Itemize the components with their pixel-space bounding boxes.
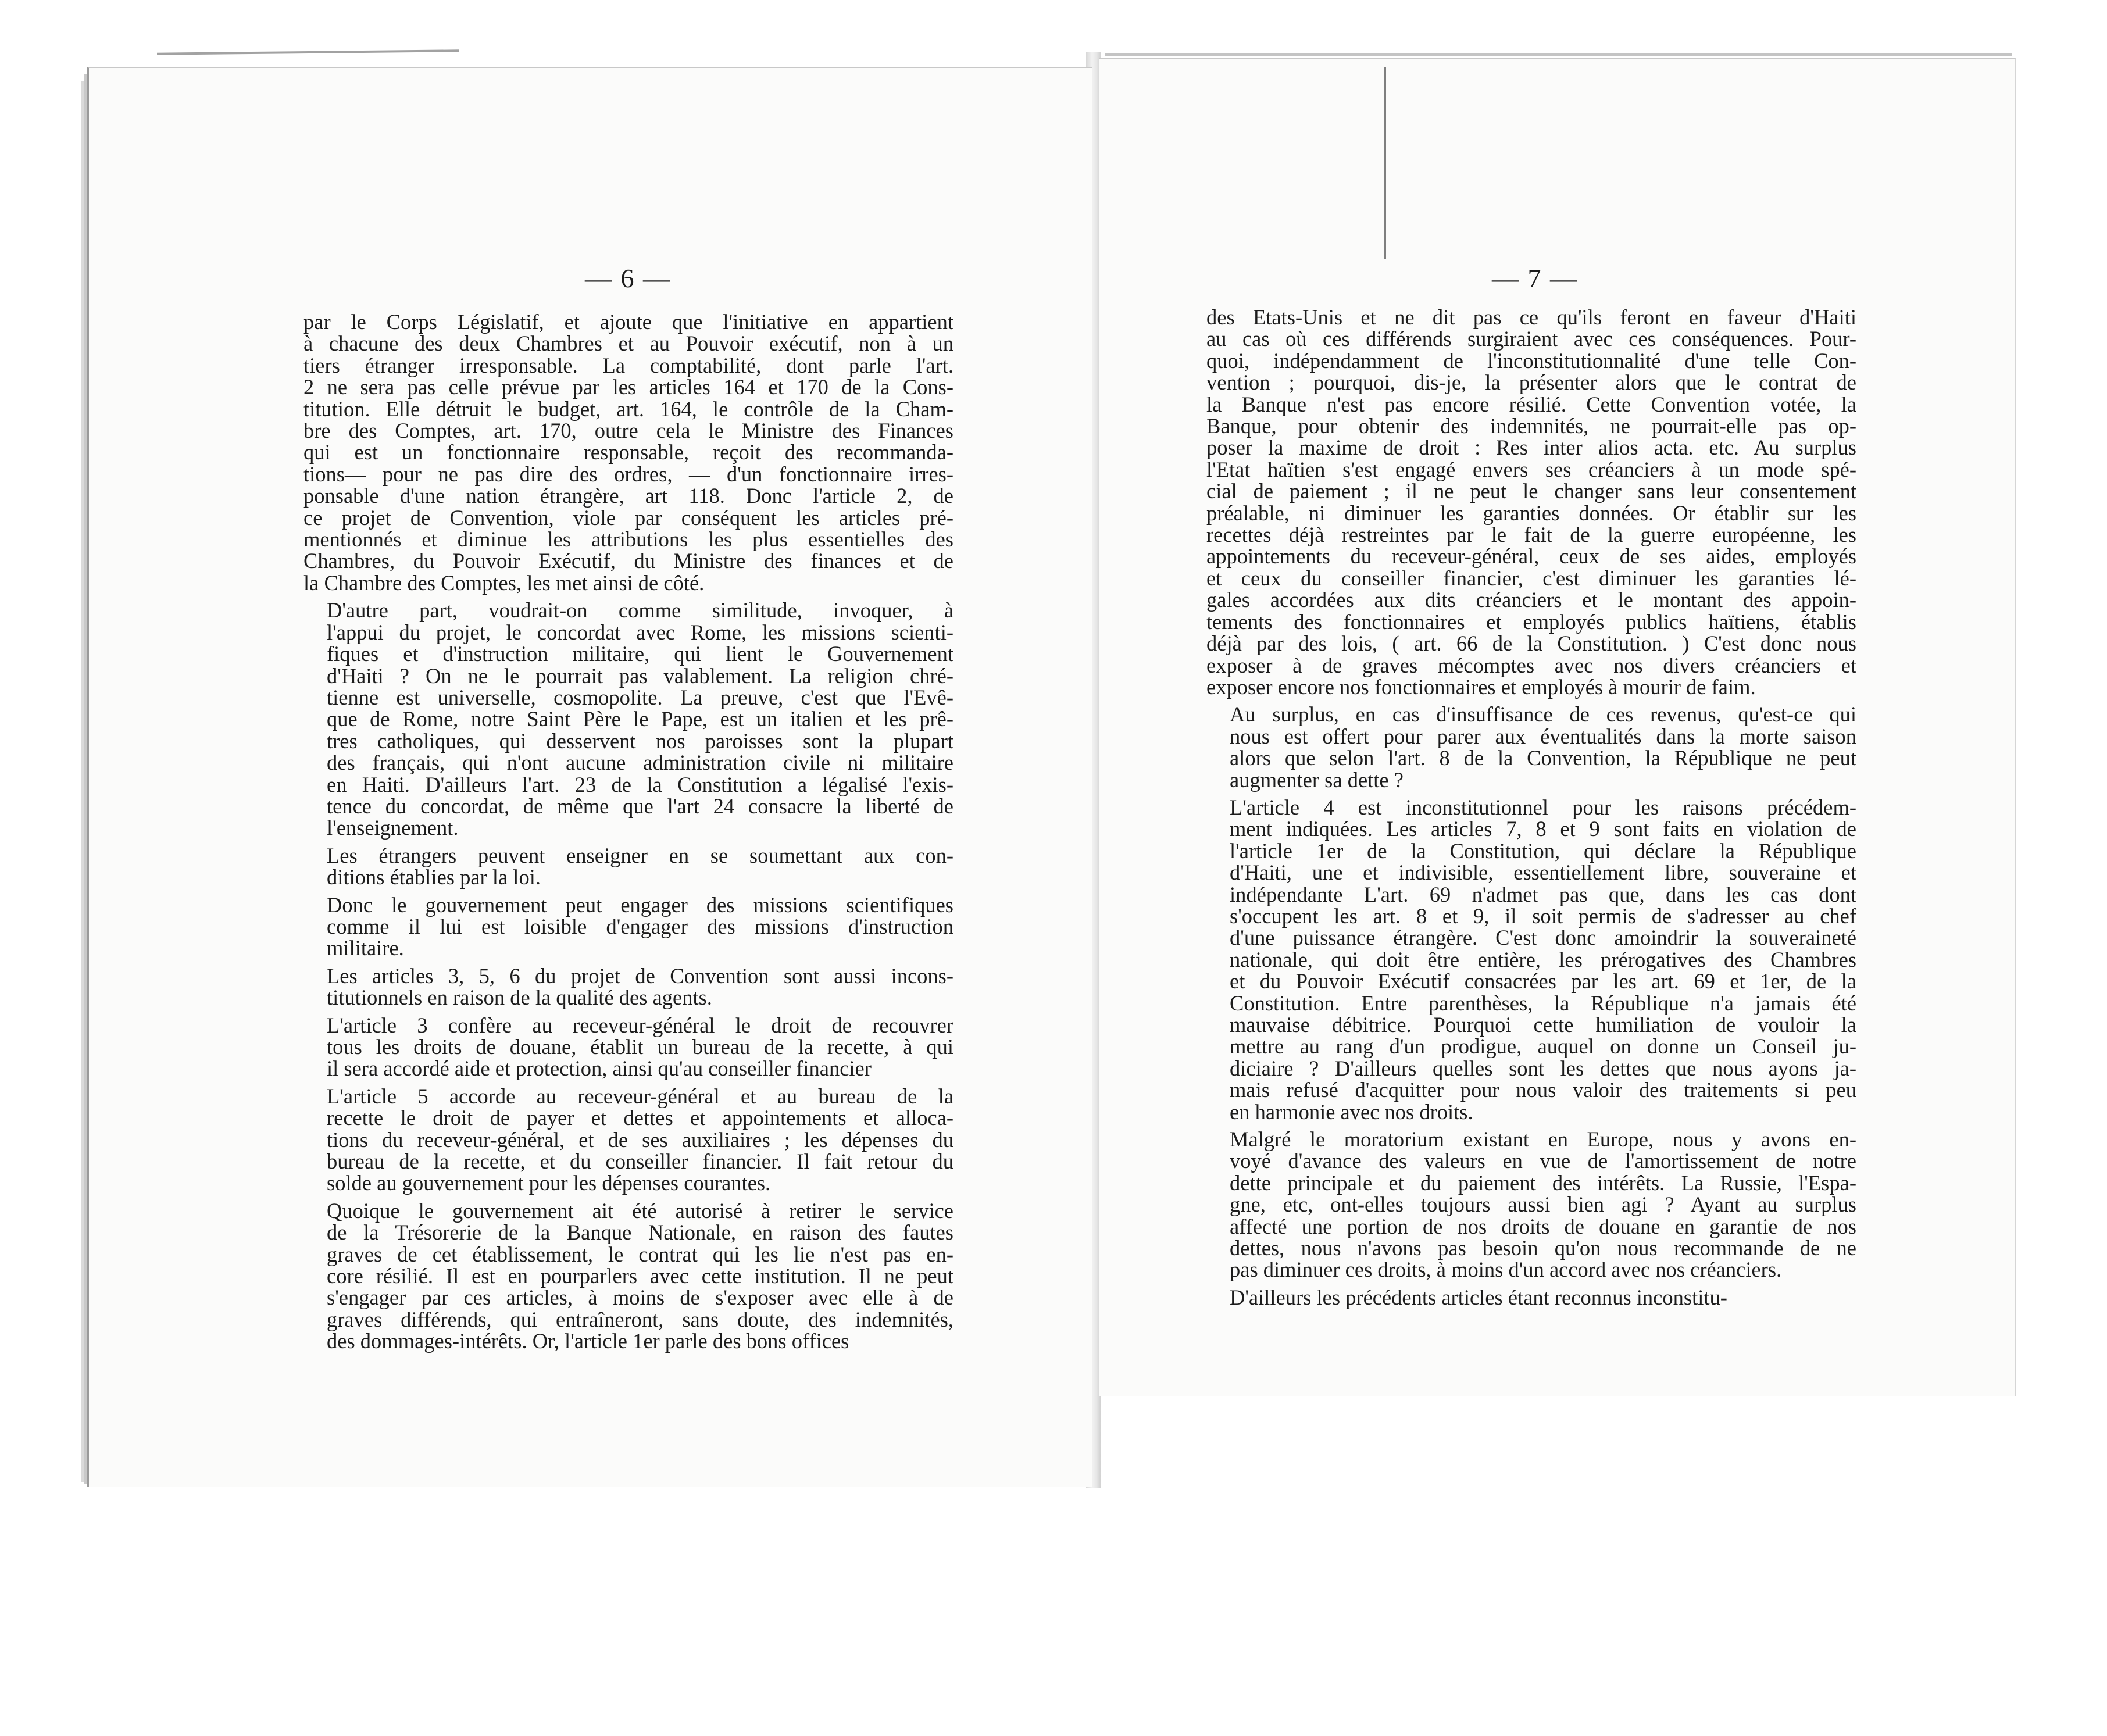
text-line: Malgré le moratorium existant en Europe, nous y avons en- xyxy=(1230,1127,1856,1152)
text-line: D'autre part, voudrait-on comme similitude, invoquer, à xyxy=(327,598,953,623)
text-line: tements des fonctionnaires et employés publics haïtiens, établis xyxy=(1206,609,1856,634)
text-line: graves différends, qui entraîneront, sans doute, des indemnités, xyxy=(327,1307,953,1331)
text-line: tions du receveur-général, et de ses auxiliaires ; les dépenses du xyxy=(327,1127,953,1152)
text-line: mentionnés et diminue les attributions les plus essentielles des xyxy=(303,527,953,552)
text-line: de la Trésorerie de la Banque Nationale, en raison des fautes xyxy=(327,1220,953,1245)
text-line: d'une puissance étrangère. C'est donc amoindrir la souveraineté xyxy=(1230,926,1856,950)
text-line: préalable, ni diminuer les garanties données. Or établir sur les xyxy=(1206,501,1856,525)
text-line: ponsable d'une nation étrangère, art 118. Donc l'article 2, de xyxy=(303,484,953,508)
text-line: Donc le gouvernement peut engager des missions scientifiques xyxy=(327,892,953,917)
text-line: Banque, pour obtenir des indemnités, ne pourrait-elle pas op- xyxy=(1206,414,1856,438)
text-line: au cas où ces différends surgiraient avec ces conséquences. Pour- xyxy=(1206,327,1856,351)
paragraph xyxy=(303,845,953,888)
text-line: mais refusé d'acquitter pour nous valoir des traitements si peu xyxy=(1230,1078,1856,1102)
text-line: nous est offert pour parer aux éventualités dans la morte saison xyxy=(1230,724,1856,748)
paragraph xyxy=(303,599,953,838)
text-line: vention ; pourquoi, dis-je, la présenter alors que le contrat de xyxy=(1206,370,1856,395)
text-line: s'engager par ces articles, à moins de s'exposer avec elle à de xyxy=(327,1285,953,1310)
text-line: graves de cet établissement, le contrat qui les lie n'est pas en- xyxy=(327,1242,953,1266)
text-line: Chambres, du Pouvoir Exécutif, du Ministre des finances et de xyxy=(303,549,953,573)
text-line: dettes, nous n'avons pas besoin qu'on nous recommande de ne xyxy=(1230,1236,1856,1260)
paragraph xyxy=(1206,1287,1856,1308)
text-line: il sera accordé aide et protection, ainsi qu'au conseiller financier xyxy=(327,1056,872,1081)
paragraph xyxy=(303,1200,953,1352)
text-line: l'Etat haïtien s'est engagé envers ses créanciers à un mode spé- xyxy=(1206,457,1856,481)
text-line: bre des Comptes, art. 170, outre cela le Ministre des Finances xyxy=(303,419,953,443)
text-line: gales accordées aux dits créanciers et le montant des appoin- xyxy=(1206,588,1856,612)
text-line: poser la maxime de droit : Res inter alios acta. etc. Au surplus xyxy=(1206,435,1856,460)
text-line: des Etats-Unis et ne dit pas ce qu'ils feront en faveur d'Haiti xyxy=(1206,305,1856,329)
text-line: recette le droit de payer et dettes et appointements et alloca- xyxy=(327,1106,953,1130)
text-line: Au surplus, en cas d'insuffisance de ces revenus, qu'est-ce qui xyxy=(1230,702,1856,727)
text-line: tienne est universelle, cosmopolite. La preuve, c'est que l'Evê- xyxy=(327,685,953,709)
text-line: Constitution. Entre parenthèses, la République n'a jamais été xyxy=(1230,991,1856,1015)
text-line: titutionnels en raison de la qualité des agents. xyxy=(327,985,712,1010)
text-line: à chacune des deux Chambres et au Pouvoir exécutif, non à un xyxy=(303,331,953,356)
text-line: exposer encore nos fonctionnaires et employés à mourir de faim. xyxy=(1206,674,1756,699)
text-line: d'Haiti ? On ne le pourrait pas valablement. La religion chré- xyxy=(327,663,953,688)
text-line: recettes déjà restreintes par le fait de la guerre européenne, les xyxy=(1206,523,1856,547)
text-line: et ceux du conseiller financier, c'est diminuer les garanties lé- xyxy=(1206,566,1856,590)
text-line: mauvaise débitrice. Pourquoi cette humiliation de vouloir la xyxy=(1230,1013,1856,1037)
text-line: indépendante L'art. 69 n'admet pas que, dans les cas dont xyxy=(1230,882,1856,906)
text-line: l'appui du projet, le concordat avec Rome, les missions scienti- xyxy=(327,620,953,644)
text-line: comme il lui est loisible d'engager des missions d'instruction xyxy=(327,914,953,938)
text-line: L'article 4 est inconstitutionnel pour les raisons précédem- xyxy=(1230,795,1856,819)
text-line: exposer à de graves mécomptes avec nos divers créanciers et xyxy=(1206,653,1856,677)
top-edge-mark-right xyxy=(1105,53,2012,56)
text-line: core résilié. Il est en pourparlers avec cette institution. Il ne peut xyxy=(327,1264,953,1288)
left-page-text xyxy=(303,311,953,1352)
text-line: militaire. xyxy=(327,936,404,960)
text-line: dette principale et du paiement des intérêts. La Russie, l'Espa- xyxy=(1230,1170,1856,1195)
paragraph xyxy=(303,894,953,959)
text-line: tions— pour ne pas dire des ordres, — d'un fonctionnaire irres- xyxy=(303,462,953,486)
text-line: qui est un fonctionnaire responsable, reçoit des recommanda- xyxy=(303,440,953,465)
text-line: L'article 5 accorde au receveur-général et au bureau de la xyxy=(327,1084,953,1108)
paragraph xyxy=(303,311,953,594)
text-line: ce projet de Convention, viole par conséquent les articles pré- xyxy=(303,505,953,530)
text-line: par le Corps Législatif, et ajoute que l'initiative en appartient xyxy=(303,310,953,334)
text-line: l'enseignement. xyxy=(327,816,459,840)
text-line: quoi, indépendamment de l'inconstitutionnalité d'une telle Con- xyxy=(1206,348,1856,373)
text-line: tiers étranger irresponsable. La comptabilité, dont parle l'art. xyxy=(303,353,953,377)
paragraph xyxy=(303,1085,953,1194)
text-line: nationale, qui doit être entière, les prérogatives des Chambres xyxy=(1230,947,1856,971)
paragraph xyxy=(1206,306,1856,698)
text-line: bureau de la recette, et du conseiller financier. Il fait retour du xyxy=(327,1149,953,1174)
text-line: d'Haiti, une et indivisible, essentiellement libre, souveraine et xyxy=(1230,860,1856,885)
text-line: et du Pouvoir Exécutif consacrées par les art. 69 et 1er, de la xyxy=(1230,969,1856,994)
text-line: affecté une portion de nos droits de douane en garantie de nos xyxy=(1230,1214,1856,1238)
text-line: 2 ne sera pas celle prévue par les articles 164 et 170 de la Cons- xyxy=(303,375,953,399)
text-line: l'article 1er de la Constitution, qui déclare la République xyxy=(1230,838,1856,863)
paragraph xyxy=(1206,1128,1856,1281)
text-line: solde au gouvernement pour les dépenses courantes. xyxy=(327,1171,771,1195)
text-line: augmenter sa dette ? xyxy=(1230,767,1404,792)
right-page-number: — 7 — xyxy=(1492,263,1578,293)
text-line: que de Rome, notre Saint Père le Pape, est un italien et les prê- xyxy=(327,707,953,731)
text-line: fiques et d'instruction militaire, qui lient le Gouvernement xyxy=(327,642,953,666)
left-page-number: — 6 — xyxy=(585,263,671,293)
text-line: D'ailleurs les précédents articles étant reconnus inconstitu- xyxy=(1230,1285,1727,1309)
text-line: tres catholiques, qui desservent nos paroisses sont la plupart xyxy=(327,728,953,753)
text-line: titution. Elle détruit le budget, art. 164, le contrôle de la Cham- xyxy=(303,397,953,421)
text-line: la Banque n'est pas encore résilié. Cette Convention votée, la xyxy=(1206,392,1856,416)
text-line: pas diminuer ces droits, à moins d'un accord avec nos créanciers. xyxy=(1230,1258,1782,1282)
text-line: tence du concordat, de même que l'art 24 consacre la liberté de xyxy=(327,794,953,818)
text-line: en harmonie avec nos droits. xyxy=(1230,1099,1473,1124)
text-line: cial de paiement ; il ne peut le changer sans leur consentement xyxy=(1206,479,1856,503)
text-line: voyé d'avance des valeurs en vue de l'amortissement de notre xyxy=(1230,1149,1856,1173)
paragraph xyxy=(303,1015,953,1080)
text-line: ditions établies par la loi. xyxy=(327,865,541,890)
text-line: déjà par des lois, ( art. 66 de la Constitution. ) C'est donc nous xyxy=(1206,631,1856,656)
text-line: des français, qui n'ont aucune administration civile ni militaire xyxy=(327,751,953,775)
paragraph xyxy=(303,965,953,1009)
text-line: L'article 3 confère au receveur-général le droit de recouvrer xyxy=(327,1013,953,1037)
text-line: alors que selon l'art. 8 de la Convention, la République ne peut xyxy=(1230,746,1856,770)
fold-mark xyxy=(1384,67,1386,259)
text-line: tous les droits de douane, établit un bureau de la recette, à qui xyxy=(327,1035,953,1059)
right-page-text xyxy=(1206,306,1856,1308)
text-line: Les étrangers peuvent enseigner en se soumettant aux con- xyxy=(327,843,953,867)
text-line: mettre au rang d'un prodigue, auquel on donne un Conseil ju- xyxy=(1230,1034,1856,1059)
paragraph xyxy=(1206,703,1856,791)
text-line: des dommages-intérêts. Or, l'article 1er parle des bons offices xyxy=(327,1329,849,1353)
text-line: gne, etc, ont-elles toujours aussi bien agi ? Ayant au surplus xyxy=(1230,1192,1856,1217)
text-line: en Haiti. D'ailleurs l'art. 23 de la Constitution a légalisé l'exis- xyxy=(327,772,953,796)
text-line: Quoique le gouvernement ait été autorisé à retirer le service xyxy=(327,1198,953,1223)
text-line: appointements du receveur-général, ceux de ses aides, employés xyxy=(1206,544,1856,569)
text-line: s'occupent les art. 8 et 9, il soit permis de s'adresser au chef xyxy=(1230,903,1856,928)
text-line: la Chambre des Comptes, les met ainsi de côté. xyxy=(303,570,705,595)
text-line: ment indiquées. Les articles 7, 8 et 9 sont faits en violation de xyxy=(1230,817,1856,841)
paragraph xyxy=(1206,796,1856,1123)
top-edge-mark-left xyxy=(157,49,459,55)
text-line: Les articles 3, 5, 6 du projet de Convention sont aussi incons- xyxy=(327,963,953,988)
text-line: diciaire ? D'ailleurs quelles sont les dettes que nous ayons ja- xyxy=(1230,1056,1856,1080)
